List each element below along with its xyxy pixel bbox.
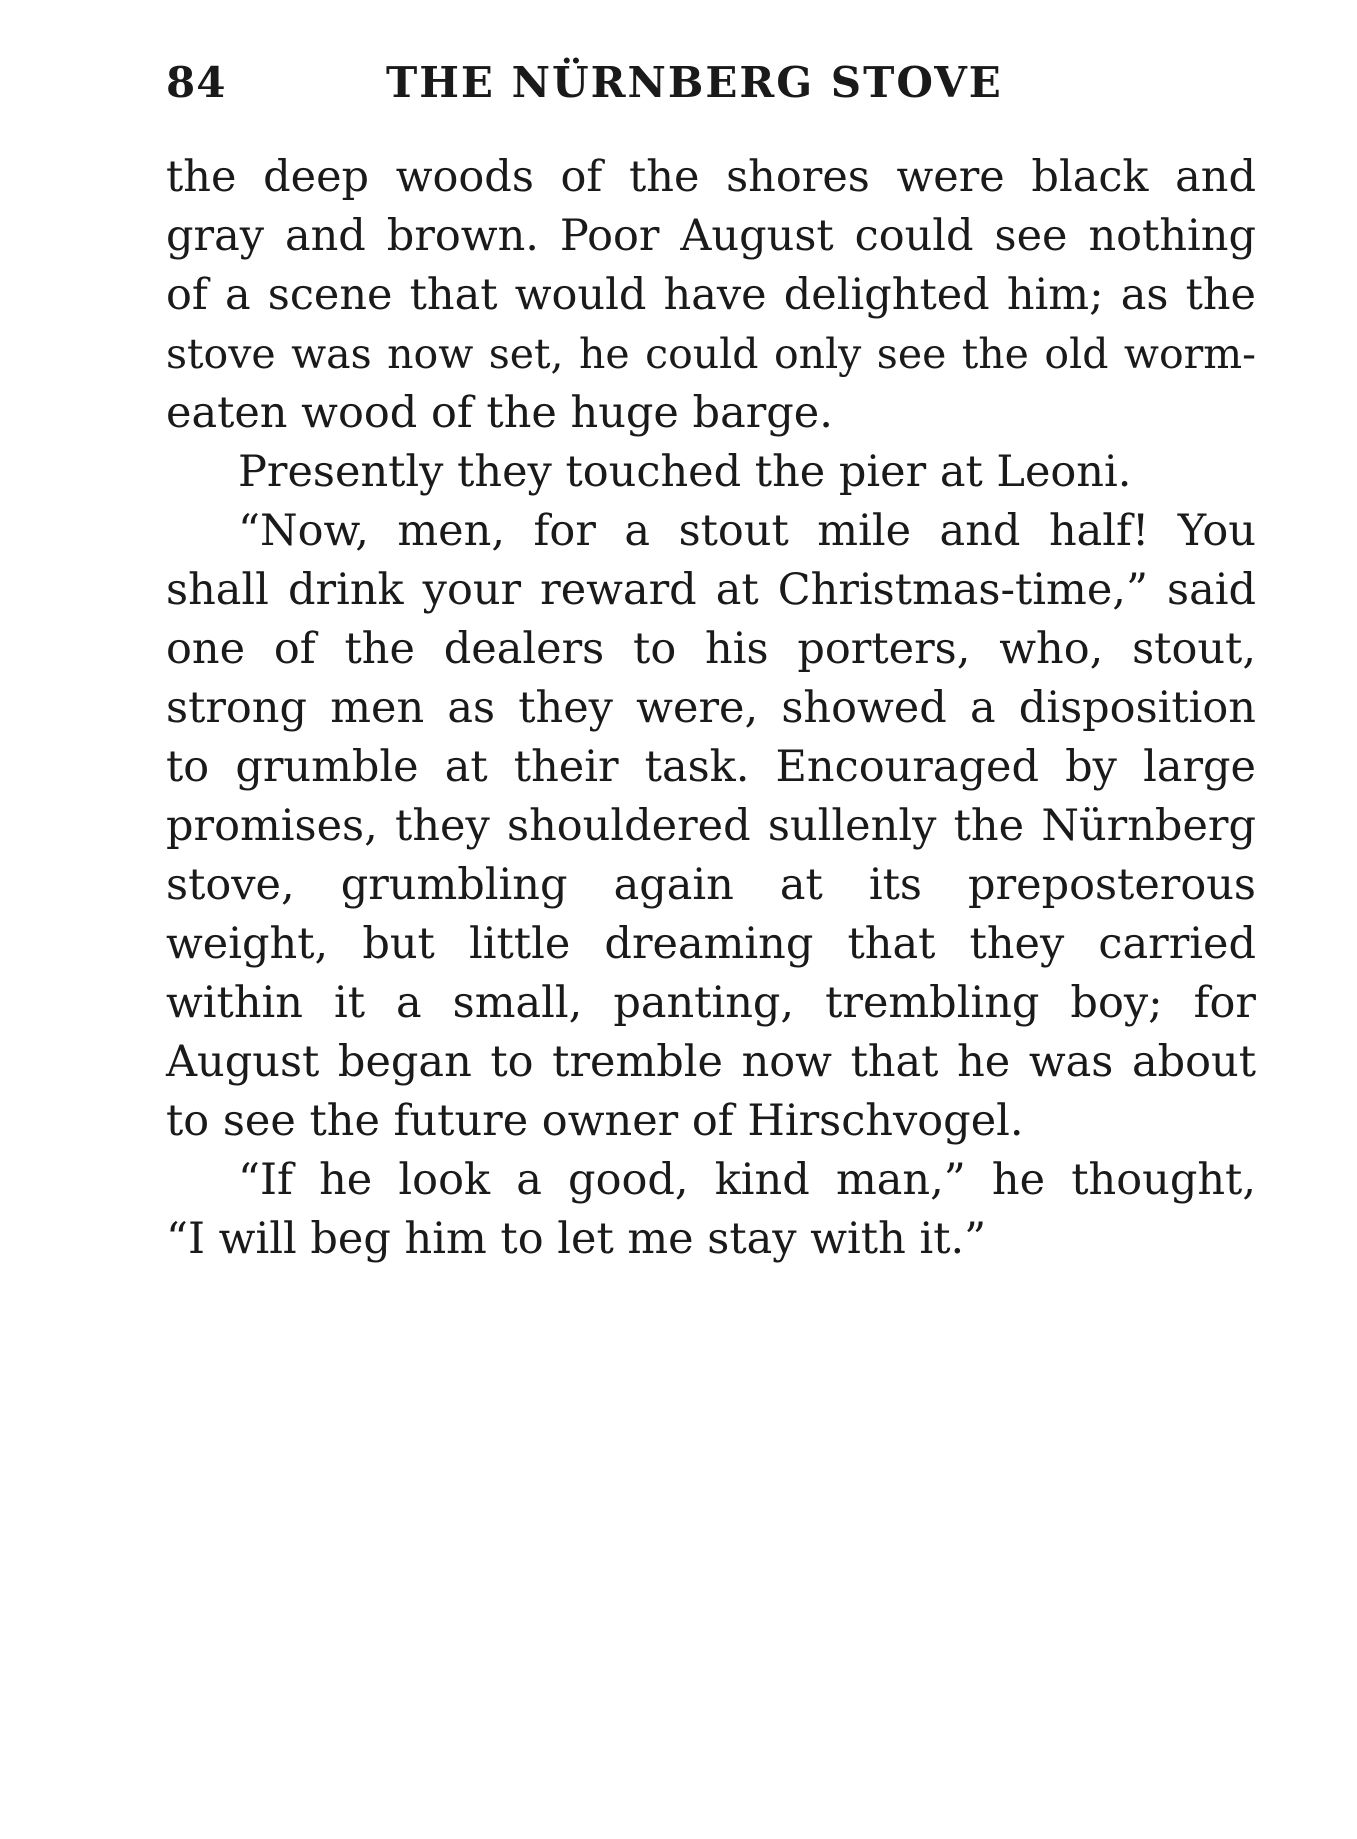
- text-line: eaten wood of the huge barge.: [166, 388, 833, 438]
- text-line: stove, grumbling again at its preposterous: [166, 860, 1256, 910]
- text-line: gray and brown. Poor August could see nothing: [166, 211, 1256, 261]
- text-line: of a scene that would have delighted him; as the: [166, 270, 1256, 320]
- paragraph-3: [166, 502, 1256, 1151]
- paragraph-1: [166, 148, 1256, 443]
- text-line: promises, they shouldered sullenly the Nürnberg: [166, 801, 1256, 851]
- text-line: “Now, men, for a stout mile and half! You: [238, 506, 1256, 556]
- text-line: one of the dealers to his porters, who, stout,: [166, 624, 1256, 674]
- text-line: the deep woods of the shores were black and: [166, 152, 1256, 202]
- page-number: 84: [166, 58, 227, 107]
- body-text: [166, 148, 1256, 1269]
- text-line: stove was now set, he could only see the old worm-: [166, 330, 1256, 378]
- text-line: August began to tremble now that he was about: [166, 1037, 1256, 1087]
- text-line: strong men as they were, showed a disposition: [166, 683, 1256, 733]
- text-line: to grumble at their task. Encouraged by large: [166, 742, 1256, 792]
- paragraph-4: [166, 1151, 1256, 1269]
- text-line: “If he look a good, kind man,” he thought,: [238, 1155, 1256, 1205]
- text-line: weight, but little dreaming that they carried: [166, 919, 1256, 969]
- text-line: to see the future owner of Hirschvogel.: [166, 1096, 1024, 1146]
- text-line: Presently they touched the pier at Leoni.: [238, 447, 1132, 497]
- running-head: [166, 50, 1256, 130]
- text-line: shall drink your reward at Christmas-time,” said: [166, 565, 1256, 615]
- text-line: within it a small, panting, trembling boy; for: [166, 978, 1256, 1028]
- text-line: “I will beg him to let me stay with it.”: [166, 1214, 987, 1264]
- running-title: THE NÜRNBERG STOVE: [386, 58, 1003, 107]
- paragraph-2: [166, 443, 1256, 502]
